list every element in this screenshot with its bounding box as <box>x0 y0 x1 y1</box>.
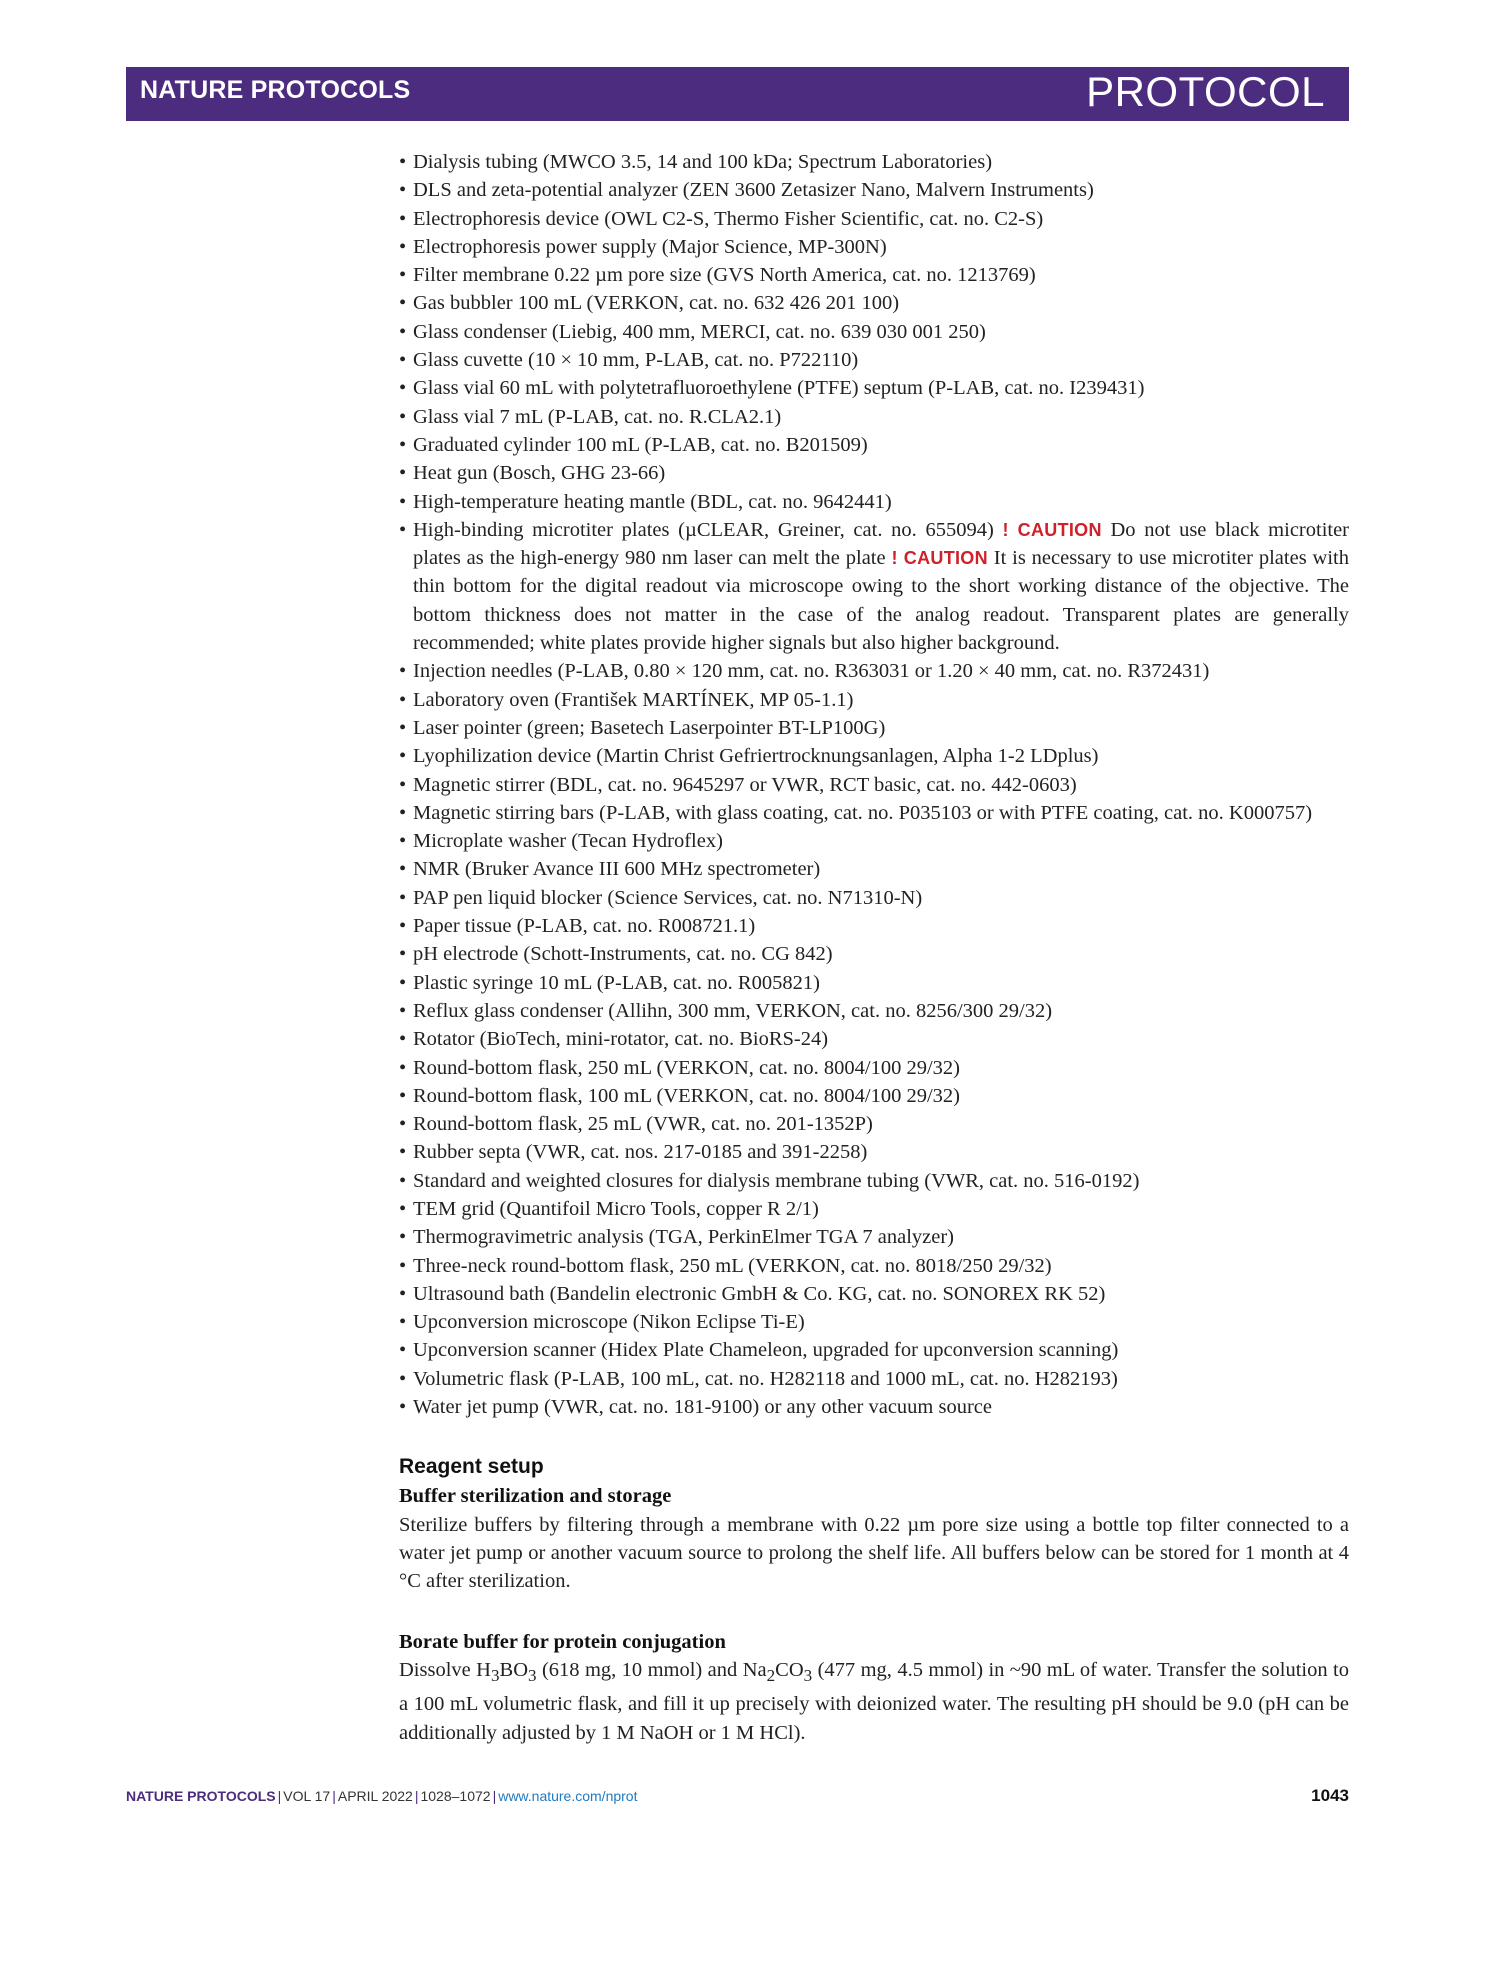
footer-separator: | <box>492 1788 497 1804</box>
list-item: • Reflux glass condenser (Allihn, 300 mm, VERKON, cat. no. 8256/300 29/32) <box>399 997 1349 1025</box>
list-item: • Electrophoresis power supply (Major Science, MP-300N) <box>399 233 1349 261</box>
footer-date: APRIL 2022 <box>337 1788 413 1804</box>
bullet-icon: • <box>399 292 407 315</box>
list-item: • Glass condenser (Liebig, 400 mm, MERCI, cat. no. 639 030 001 250) <box>399 318 1349 346</box>
subscript: 3 <box>490 1665 500 1685</box>
bullet-icon: • <box>399 490 407 513</box>
bullet-icon: • <box>399 1311 407 1334</box>
list-item: • Rubber septa (VWR, cat. nos. 217-0185 and 391-2258) <box>399 1138 1349 1166</box>
bullet-icon: • <box>399 858 407 881</box>
bullet-icon: • <box>399 518 407 541</box>
list-item: • Electrophoresis device (OWL C2-S, Thermo Fisher Scientific, cat. no. C2-S) <box>399 205 1349 233</box>
bullet-icon: • <box>399 830 407 853</box>
list-item: • Round-bottom flask, 250 mL (VERKON, cat. no. 8004/100 29/32) <box>399 1054 1349 1082</box>
bullet-icon: • <box>399 1169 407 1192</box>
footer-separator: | <box>414 1788 419 1804</box>
list-item: • Glass vial 7 mL (P-LAB, cat. no. R.CLA2.1) <box>399 403 1349 431</box>
list-item: • NMR (Bruker Avance III 600 MHz spectrometer) <box>399 855 1349 883</box>
list-item: • PAP pen liquid blocker (Science Services, cat. no. N71310-N) <box>399 884 1349 912</box>
list-item: • Magnetic stirrer (BDL, cat. no. 9645297 or VWR, RCT basic, cat. no. 442-0603) <box>399 771 1349 799</box>
bullet-icon: • <box>399 405 407 428</box>
bullet-icon: • <box>399 1367 407 1390</box>
list-item: • DLS and zeta-potential analyzer (ZEN 3600 Zetasizer Nano, Malvern Instruments) <box>399 176 1349 204</box>
bullet-icon: • <box>399 1396 407 1419</box>
list-item: • Plastic syringe 10 mL (P-LAB, cat. no. R005821) <box>399 969 1349 997</box>
bullet-icon: • <box>399 179 407 202</box>
bullet-icon: • <box>399 745 407 768</box>
list-item: • pH electrode (Schott-Instruments, cat. no. CG 842) <box>399 940 1349 968</box>
list-item: • Laboratory oven (František MARTÍNEK, MP 05-1.1) <box>399 686 1349 714</box>
list-item: • Thermogravimetric analysis (TGA, PerkinElmer TGA 7 analyzer) <box>399 1223 1349 1251</box>
bullet-icon: • <box>399 320 407 343</box>
bullet-icon: • <box>399 971 407 994</box>
bullet-icon: • <box>399 1226 407 1249</box>
list-item: • Laser pointer (green; Basetech Laserpointer BT-LP100G) <box>399 714 1349 742</box>
list-item: • Graduated cylinder 100 mL (P-LAB, cat. no. B201509) <box>399 431 1349 459</box>
list-item: • Paper tissue (P-LAB, cat. no. R008721.1) <box>399 912 1349 940</box>
bullet-icon: • <box>399 1056 407 1079</box>
caution-label: ! CAUTION <box>1002 519 1102 540</box>
list-item: • Injection needles (P-LAB, 0.80 × 120 mm, cat. no. R363031 or 1.20 × 40 mm, cat. no. R372431) <box>399 657 1349 685</box>
caution-text: It is necessary to use microtiter plates with thin bottom for the digital readout via microscope owing to the short working distance of the objective. The bottom thickness does not matter in the case of the analog readout. Transparent plates are generally recommended; white plates provide higher signals but also higher background. <box>413 547 1349 655</box>
list-item: • Glass cuvette (10 × 10 mm, P-LAB, cat. no. P722110) <box>399 346 1349 374</box>
bullet-icon: • <box>399 1254 407 1277</box>
list-item: • Volumetric flask (P-LAB, 100 mL, cat. no. H282118 and 1000 mL, cat. no. H282193) <box>399 1365 1349 1393</box>
list-item: • Three-neck round-bottom flask, 250 mL (VERKON, cat. no. 8018/250 29/32) <box>399 1252 1349 1280</box>
subscript: 3 <box>803 1665 813 1685</box>
footer-volume: VOL 17 <box>283 1788 331 1804</box>
bullet-icon: • <box>399 1028 407 1051</box>
list-item: • Lyophilization device (Martin Christ Gefriertrocknungsanlagen, Alpha 1-2 LDplus) <box>399 742 1349 770</box>
list-item: • Glass vial 60 mL with polytetrafluoroethylene (PTFE) septum (P-LAB, cat. no. I239431) <box>399 374 1349 402</box>
bullet-icon: • <box>399 433 407 456</box>
bullet-icon: • <box>399 915 407 938</box>
bullet-icon: • <box>399 1141 407 1164</box>
bullet-icon: • <box>399 943 407 966</box>
subscript: 2 <box>766 1665 776 1685</box>
list-item: • Water jet pump (VWR, cat. no. 181-9100) or any other vacuum source <box>399 1393 1349 1421</box>
list-item: • Ultrasound bath (Bandelin electronic GmbH & Co. KG, cat. no. SONOREX RK 52) <box>399 1280 1349 1308</box>
bullet-icon: • <box>399 801 407 824</box>
subsection-title-buffer-sterilization: Buffer sterilization and storage <box>399 1485 672 1508</box>
footer-separator: | <box>332 1788 336 1804</box>
list-item: • Gas bubbler 100 mL (VERKON, cat. no. 632 426 201 100) <box>399 289 1349 317</box>
list-item: • Upconversion microscope (Nikon Eclipse Ti-E) <box>399 1308 1349 1336</box>
footer-pages: 1028–1072 <box>420 1788 491 1804</box>
bullet-icon: • <box>399 349 407 372</box>
bullet-icon: • <box>399 1113 407 1136</box>
bullet-icon: • <box>399 1197 407 1220</box>
list-item: • TEM grid (Quantifoil Micro Tools, copper R 2/1) <box>399 1195 1349 1223</box>
section-title-reagent-setup: Reagent setup <box>399 1455 544 1479</box>
spacer <box>399 1596 1349 1628</box>
bullet-icon: • <box>399 235 407 258</box>
list-item: • Magnetic stirring bars (P-LAB, with glass coating, cat. no. P035103 or with PTFE coating, cat. no. K000757) <box>399 799 1349 827</box>
list-item: • Standard and weighted closures for dialysis membrane tubing (VWR, cat. no. 516-0192) <box>399 1167 1349 1195</box>
journal-name: NATURE PROTOCOLS <box>140 76 411 104</box>
footer-separator: | <box>277 1788 282 1804</box>
bullet-icon: • <box>399 207 407 230</box>
bullet-icon: • <box>399 886 407 909</box>
bullet-icon: • <box>399 1084 407 1107</box>
article-type: PROTOCOL <box>1086 68 1325 115</box>
bullet-icon: • <box>399 999 407 1022</box>
bullet-icon: • <box>399 773 407 796</box>
bullet-icon: • <box>399 1282 407 1305</box>
paragraph-borate-buffer: Dissolve $H_3BO_3$ (618 mg, 10 mmol) and $Na_2CO_3$ (477 mg, 4.5 mmol) in ~90 mL of water. Transfer the solution to a 100 mL volumetric flask, and fill it up precisely with deionized water. The resulting pH should be 9.0 (pH can be additionally adjusted by 1 M NaOH or 1 M HCl). <box>399 1658 1349 1744</box>
list-item: • Round-bottom flask, 100 mL (VERKON, cat. no. 8004/100 29/32) <box>399 1082 1349 1110</box>
caution-label: ! CAUTION <box>891 548 988 569</box>
footer-journal: NATURE PROTOCOLS <box>126 1788 276 1804</box>
bullet-icon: • <box>399 151 407 173</box>
list-item: • Filter membrane 0.22 µm pore size (GVS North America, cat. no. 1213769) <box>399 261 1349 289</box>
list-item: • Microplate washer (Tecan Hydroflex) <box>399 827 1349 855</box>
list-item-with-caution: • High-binding microtiter plates (µCLEAR, Greiner, cat. no. 655094) ! CAUTION Do not use black microtiter plates as the high-energy 980 nm laser can melt the plate ! CAUTION It is necessary to use microtiter plates with thin bottom for the digital readout via microscope owing to the short working distance of the objective. The bottom thickness does not matter in the case of the analog readout. Transparent plates are generally recommended; white plates provide higher signals but also higher background. <box>399 516 1349 657</box>
subsection-title-borate-buffer: Borate buffer for protein conjugation <box>399 1630 726 1653</box>
list-item: • High-temperature heating mantle (BDL, cat. no. 9642441) <box>399 488 1349 516</box>
bullet-icon: • <box>399 716 407 739</box>
subscript: 3 <box>528 1665 537 1685</box>
list-item: • Round-bottom flask, 25 mL (VWR, cat. no. 201-1352P) <box>399 1110 1349 1138</box>
main-content <box>399 148 1349 1747</box>
bullet-icon: • <box>399 264 407 287</box>
caution-text: Do not use black microtiter plates as the high-energy 980 nm laser can melt the plate <box>413 518 1350 570</box>
footer-url-link[interactable]: www.nature.com/nprot <box>498 1788 638 1804</box>
page-footer <box>126 1788 1349 1804</box>
bullet-icon: • <box>399 377 407 400</box>
paragraph-buffer-sterilization: Sterilize buffers by filtering through a membrane with 0.22 µm pore size using a bottle top filter connected to a water jet pump or another vacuum source to prolong the shelf life. All buffers below can be stored for 1 month at 4 °C after sterilization. <box>399 1513 1349 1593</box>
list-item: • Dialysis tubing (MWCO 3.5, 14 and 100 kDa; Spectrum Laboratories) <box>399 148 1349 176</box>
equipment-list <box>399 148 1349 1421</box>
bullet-icon: • <box>399 660 407 683</box>
list-item: • Rotator (BioTech, mini-rotator, cat. no. BioRS-24) <box>399 1025 1349 1053</box>
list-item: • Upconversion scanner (Hidex Plate Chameleon, upgraded for upconversion scanning) <box>399 1336 1349 1364</box>
bullet-icon: • <box>399 462 407 485</box>
bullet-icon: • <box>399 1339 407 1362</box>
list-item: • Heat gun (Bosch, GHG 23-66) <box>399 459 1349 487</box>
bullet-icon: • <box>399 688 407 711</box>
page-number: 1043 <box>1311 1786 1349 1805</box>
journal-header-bar <box>126 67 1349 121</box>
